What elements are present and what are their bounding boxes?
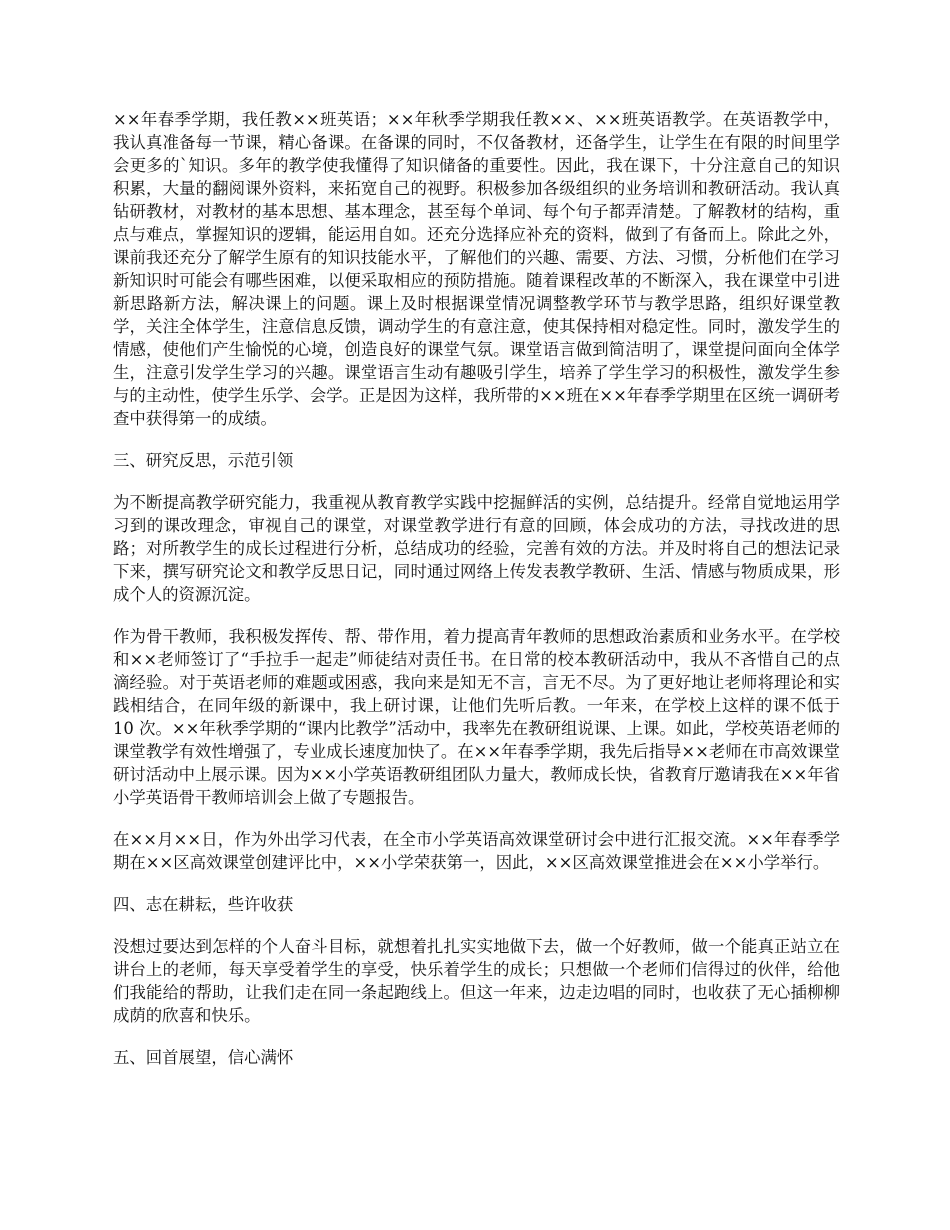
paragraph-research-ability: 为不断提高教学研究能力，我重视从教育教学实践中挖掘鲜活的实例，总结提升。经常自觉地运用学习到的课改理念，审视自己的课堂，对课堂教学进行有意的回顾，体会成功的方法，寻找改进的思路；对所教学生的成长过程进行分析，总结成功的经验，完善有效的方法。并及时将自己的想法记录下来，撰写研究论文和教学反思日记，同时通过网络上传发表教学教研、生活、情感与物质成果，形成个人的资源沉淀。 (113, 493, 840, 604)
paragraph-personal-goals: 没想过要达到怎样的个人奋斗目标，就想着扎扎实实地做下去，做一个好教师，做一个能真正站立在讲台上的老师，每天享受着学生的享受，快乐着学生的成长；只想做一个老师们信得过的伙伴，给他们我能给的帮助，让我们走在同一条起跑线上。但这一年来，边走边唱的同时，也收获了无心插柳柳成荫的欣喜和快乐。 (113, 937, 840, 1025)
section-heading-harvest: 四、志在耕耘，些许收获 (113, 895, 294, 914)
section-heading-outlook: 五、回首展望，信心满怀 (113, 1048, 294, 1067)
document-body (113, 108, 840, 1088)
paragraph-teaching-preparation: ××年春季学期，我任教××班英语；××年秋季学期我任教××、××班英语教学。在英语教学中，我认真准备每一节课，精心备课。在备课的同时，不仅备教材，还备学生，让学生在有限的时间里学会更多的`知识。多年的教学使我懂得了知识储备的重要性。因此，我在课下，十分注意自己的知识积累，大量的翻阅课外资料，来拓宽自己的视野。积极参加各级组织的业务培训和教研活动。我认真钻研教材，对教材的基本思想、基本理念，甚至每个单词、每个句子都弄清楚。了解教材的结构，重点与难点，掌握知识的逻辑，能运用自如。还充分选择应补充的资料，做到了有备而上。除此之外，课前我还充分了解学生原有的知识技能水平，了解他们的兴趣、需要、方法、习惯，分析他们在学习新知识时可能会有哪些困难，以便采取相应的预防措施。随着课程改革的不断深入，我在课堂中引进新思路新方法，解决课上的问题。课上及时根据课堂情况调整教学环节与教学思路，组织好课堂教学，关注全体学生，注意信息反馈，调动学生的有意注意，使其保持相对稳定性。同时，激发学生的情感，使他们产生愉悦的心境，创造良好的课堂气氛。课堂语言做到简洁明了，课堂提问面向全体学生，注意引发学生学习的兴趣。课堂语言生动有趣吸引学生，培养了学生学习的积极性，激发学生参与的主动性，使学生乐学、会学。正是因为这样，我所带的××班在××年春季学期里在区统一调研考查中获得第一的成绩。 (113, 110, 840, 428)
paragraph-mentoring: 作为骨干教师，我积极发挥传、帮、带作用，着力提高青年教师的思想政治素质和业务水平。在学校和××老师签订了“手拉手一起走”师徒结对责任书。在日常的校本教研活动中，我从不吝惜自己的点滴经验。对于英语老师的难题或困惑，我向来是知无不言，言无不尽。为了更好地让老师将理论和实践相结合，在同年级的新课中，我上研讨课，让他们先听后教。一年来，在学校上这样的课不低于 10 次。××年秋季学期的“课内比教学”活动中，我率先在教研组说课、上课。如此，学校英语老师的课堂教学有效性增强了，专业成长速度加快了。在××年春季学期，我先后指导××老师在市高效课堂研讨活动中上展示课。因为××小学英语教研组团队力量大，教师成长快，省教育厅邀请我在××年省小学英语骨干教师培训会上做了专题报告。 (113, 627, 840, 807)
paragraph-report-exchange: 在××月××日，作为外出学习代表，在全市小学英语高效课堂研讨会中进行汇报交流。××年春季学期在××区高效课堂创建评比中，××小学荣获第一，因此，××区高效课堂推进会在××小学举行。 (113, 830, 840, 872)
section-heading-research-reflection: 三、研究反思，示范引领 (113, 451, 294, 470)
